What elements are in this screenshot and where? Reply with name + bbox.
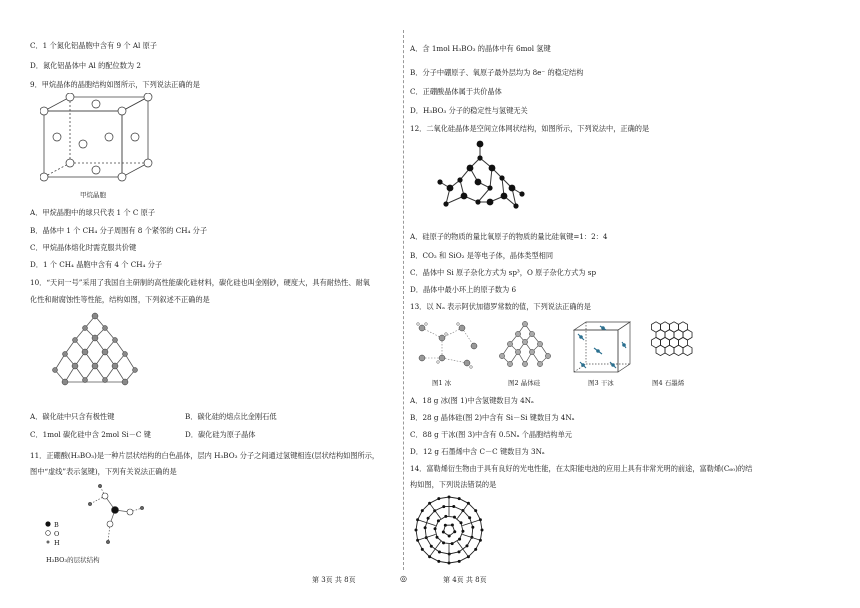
- graphene-hexagon: [674, 345, 683, 355]
- fullerene-atom: [458, 538, 461, 541]
- boric-acid-layer-figure: [60, 482, 150, 552]
- q12-option-a: A．硅原子的物质的量比氧原子的物质的量比硅氧键=1：2：4: [410, 232, 608, 241]
- q8-option-c: C．1 个氮化铝晶胞中含有 9 个 Al 原子: [30, 41, 157, 50]
- q12-option-b: B．CO₂ 和 SiO₂ 是等电子体，晶体类型相同: [410, 251, 554, 260]
- legend-hydrogen: H: [54, 539, 60, 547]
- legend-boron: B: [54, 521, 59, 529]
- fullerene-atom: [421, 509, 424, 512]
- q13-option-c: C．88 g 干冰(图 3)中含有 0.5Nₐ 个晶胞结构单元: [410, 430, 572, 439]
- fullerene-atom: [437, 560, 440, 563]
- fullerene-bond: [457, 541, 468, 556]
- fullerene-atom: [468, 516, 471, 519]
- fullerene-atom: [442, 505, 445, 508]
- fullerene-atom: [461, 530, 464, 533]
- fullerene-atom: [424, 526, 427, 529]
- q12-option-c: C．晶体中 Si 原子杂化方式为 sp³，O 原子杂化方式为 sp: [410, 268, 597, 277]
- page-center-mark: ◎: [400, 574, 407, 583]
- fullerene-atom: [437, 519, 440, 522]
- fullerene-bond: [462, 520, 480, 526]
- fullerene-atom: [437, 497, 440, 500]
- fullerene-atom: [444, 524, 447, 527]
- q9-option-c: C．甲烷晶体熔化时需克服共价键: [30, 243, 137, 252]
- q12-stem: 12．二氧化硅晶体是空间立体网状结构，如图所示，下列说法中，正确的是: [410, 124, 650, 133]
- graphene-hexagon: [683, 345, 692, 355]
- q11-stem-line2: 图中“虚线”表示氢键)，下列有关说法正确的是: [30, 467, 177, 476]
- q14-stem-line2: 构如图，下列说法错误的是: [410, 480, 497, 489]
- fullerene-atom: [453, 530, 456, 533]
- q9-option-b: B．晶体中 1 个 CH₄ 分子周围有 8 个紧邻的 CH₄ 分子: [30, 226, 208, 235]
- q11-stem-line1: 11．正硼酸(H₃BO₃)是一种片层状结构的白色晶体，层内 H₃BO₃ 分子之间通过氢键相连(层状结构如图所示，: [30, 451, 380, 460]
- q9-figure-caption: 甲烷晶胞: [80, 191, 106, 199]
- fullerene-atom: [451, 542, 454, 545]
- q10-stem-line2: 化性和耐腐蚀性等性能，结构如图，下列叙述不正确的是: [30, 295, 210, 304]
- q10-option-a: A．碳化硅中只含有极性键: [30, 412, 115, 421]
- fullerene-bond: [418, 520, 436, 526]
- fullerene-atom: [458, 560, 461, 563]
- fullerene-atom: [444, 515, 447, 518]
- silica-network-figure: [430, 138, 540, 218]
- fullerene-bond: [457, 503, 468, 518]
- fullerene-atom: [421, 548, 424, 551]
- figure2-caption: 图2 晶体硅: [508, 379, 541, 387]
- q11-option-b: B．分子中硼原子、氧原子最外层均为 8e⁻ 的稳定结构: [410, 68, 584, 77]
- fullerene-atom: [438, 551, 441, 554]
- q10-option-d: D．碳化硅为原子晶体: [185, 430, 256, 439]
- q13-option-b: B．28 g 晶体硅(图 2)中含有 Si－Si 键数目为 4Nₐ: [410, 413, 575, 422]
- fullerene-atom: [434, 527, 437, 530]
- methane-unit-cell-figure: [40, 93, 160, 188]
- fullerene-bond: [462, 534, 480, 540]
- fullerene-atom: [481, 529, 484, 532]
- fullerene-atom: [471, 526, 474, 529]
- q11-option-d: D．H₃BO₃ 分子的稳定性与氢键无关: [410, 106, 528, 115]
- figure3-caption: 图3 干冰: [588, 379, 614, 387]
- figure1-caption: 图1 冰: [432, 379, 452, 387]
- fullerene-bond: [430, 541, 441, 556]
- fullerene-atom: [430, 545, 433, 548]
- boric-acid-legend-markers: [44, 521, 52, 551]
- crystalline-silicon-figure: [490, 318, 560, 374]
- silicon-carbide-structure-figure: [40, 310, 150, 395]
- figure4-caption: 图4 石墨烯: [652, 379, 685, 387]
- left-page-number: 第 3页 共 8页: [312, 576, 356, 584]
- q11-option-c: C．正硼酸晶体属于共价晶体: [410, 87, 502, 96]
- fullerene-atom: [442, 541, 445, 544]
- dry-ice-unit-cell-figure: [570, 318, 634, 376]
- graphene-hexagon: [656, 345, 665, 355]
- fullerene-atom: [452, 505, 455, 508]
- q11-option-a: A．含 1mol H₃BO₃ 的晶体中有 6mol 氢键: [410, 44, 551, 53]
- fullerene-atom: [474, 548, 477, 551]
- fullerene-atom: [415, 529, 418, 532]
- q10-option-b: B．碳化硅的熔点比金刚石低: [185, 412, 277, 421]
- q13-option-a: A．18 g 冰(图 1)中含氢键数目为 4Nₐ: [410, 396, 534, 405]
- q10-stem-line1: 10．“天问一号”采用了我国自主研制的高性能碳化硅材料，碳化硅也叫金刚砂，硬度大，具有耐热性、耐氧: [30, 278, 370, 287]
- fullerene-atom: [457, 550, 460, 553]
- right-page-number: 第 4页 共 8页: [443, 576, 487, 584]
- fullerene-atom: [458, 497, 461, 500]
- fullerene-atom: [451, 524, 454, 527]
- q9-option-d: D．1 个 CH₄ 晶胞中含有 4 个 CH₄ 分子: [30, 260, 163, 269]
- q9-stem: 9．甲烷晶体的晶胞结构如图所示，下列说法正确的是: [30, 80, 200, 89]
- graphene-figure: [648, 320, 710, 374]
- fullerene-atom: [448, 535, 451, 538]
- fullerene-atom: [442, 531, 445, 534]
- fullerene-atom: [474, 509, 477, 512]
- q11-figure-caption: H₃BO₃的层状结构: [46, 556, 100, 564]
- fullerene-atom: [436, 536, 439, 539]
- q13-stem: 13．以 Nₐ 表示阿伏加德罗常数的值，下列说法正确的是: [410, 302, 591, 311]
- q8-option-d: D．氮化铝晶体中 Al 的配位数为 2: [30, 61, 141, 70]
- fullerene-atom: [427, 517, 430, 520]
- ice-structure-figure: [412, 318, 484, 374]
- fullerene-atom: [459, 521, 462, 524]
- fullerene-bond: [430, 503, 441, 518]
- q9-option-a: A．甲烷晶胞中的球只代表 1 个 C 原子: [30, 208, 156, 217]
- fullerene-c60-figure: [412, 494, 486, 566]
- fullerene-atom: [465, 544, 468, 547]
- fullerene-bond: [418, 534, 436, 540]
- column-divider: [403, 30, 404, 570]
- q13-option-d: D．12 g 石墨烯中含 C－C 键数目为 3Nₐ: [410, 447, 545, 456]
- legend-oxygen: O: [54, 530, 60, 538]
- q14-stem-line1: 14．富勒烯衍生物由于具有良好的光电性能，在太阳能电池的应用上具有非常光明的前途，富勒烯(C₆₀)的结: [410, 464, 753, 473]
- q10-option-c: C．1mol 碳化硅中含 2mol Si－C 键: [30, 430, 151, 439]
- q12-option-d: D．晶体中最小环上的原子数为 6: [410, 285, 517, 294]
- graphene-hexagon: [665, 345, 674, 355]
- fullerene-atom: [453, 516, 456, 519]
